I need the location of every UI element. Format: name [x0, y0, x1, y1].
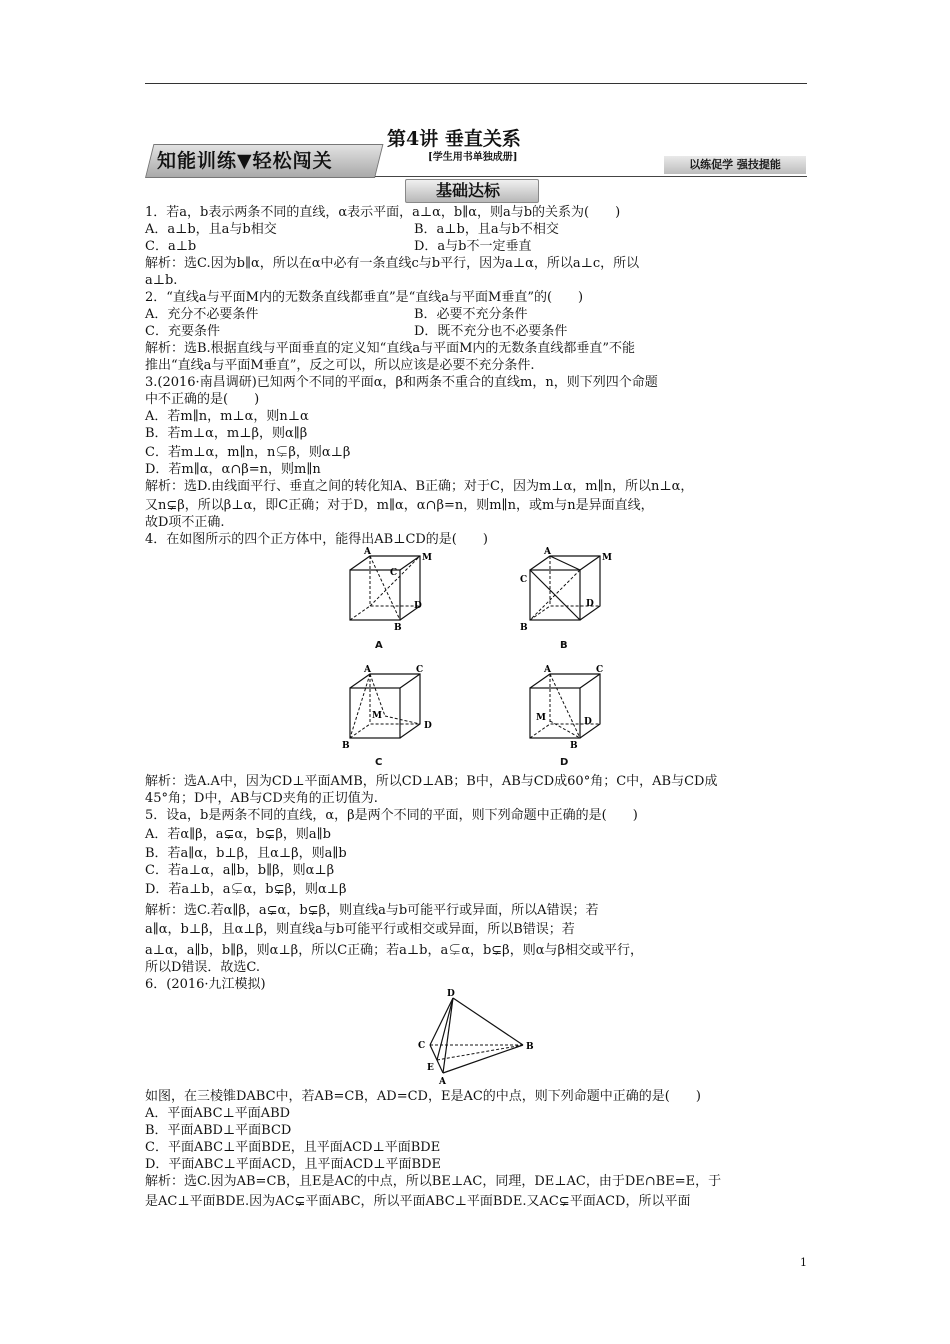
- svg-text:A: A: [544, 547, 551, 557]
- svg-text:C: C: [416, 665, 424, 675]
- q2-option-a: A．充分不必要条件: [145, 307, 259, 322]
- q2-option-b: B．必要不充分条件: [414, 307, 528, 322]
- svg-text:A: A: [544, 665, 551, 675]
- q6-option-a: A．平面ABC⊥平面ABD: [145, 1106, 291, 1121]
- q3-option-b: B．若m⊥α，m⊥β，则α∥β: [145, 426, 308, 441]
- svg-text:D: D: [586, 599, 594, 609]
- q3-option-c: C．若m⊥α，m∥n，n⊊β，则α⊥β: [145, 445, 351, 460]
- svg-text:A: A: [364, 547, 371, 557]
- svg-text:C: C: [390, 568, 398, 578]
- cube-figure-d: [520, 665, 610, 751]
- svg-text:M: M: [536, 713, 546, 723]
- section-title: 基础达标: [436, 181, 501, 200]
- q3-solution-2: 又n⊊β，所以β⊥α，即C正确；对于D，m∥α，α∩β=n，则m∥n，或m与n是异面直线，: [145, 498, 654, 513]
- q1-option-d: D．a与b不一定垂直: [414, 239, 532, 254]
- svg-text:D: D: [424, 721, 432, 731]
- q1-solution-2: a⊥b.: [145, 273, 178, 288]
- q2-option-d: D．既不充分也不必要条件: [414, 324, 568, 339]
- q3-stem-1: 3.(2016·南昌调研)已知两个不同的平面α，β和两条不重合的直线m，n，则下列四个命题: [145, 375, 658, 390]
- svg-text:M: M: [602, 553, 612, 563]
- q5-option-b: B．若a∥α，b⊥β，且α⊥β，则a∥b: [145, 846, 347, 861]
- svg-text:A: A: [439, 1077, 446, 1087]
- q6-option-c: C．平面ABC⊥平面BDE，且平面ACD⊥平面BDE: [145, 1140, 441, 1155]
- cube-figure-b: [520, 547, 612, 633]
- q1-solution-1: 解析：选C.因为b∥α，所以在α中必有一条直线c与b平行，因为a⊥α，所以a⊥c，所以: [145, 256, 640, 271]
- svg-text:D: D: [584, 717, 592, 727]
- svg-text:B: B: [342, 741, 350, 751]
- svg-text:B: B: [526, 1042, 534, 1052]
- svg-text:C: C: [418, 1041, 426, 1051]
- q6-solution-2: 是AC⊥平面BDE.因为AC⊊平面ABC，所以平面ABC⊥平面BDE.又AC⊊平面ACD，所以平面: [145, 1194, 691, 1209]
- page-number: 1: [800, 1256, 807, 1269]
- q5-option-d: D．若a⊥b，a⊊α，b⊊β，则α⊥β: [145, 882, 347, 897]
- q5-option-a: A．若α∥β，a⊊α，b⊊β，则a∥b: [145, 827, 331, 842]
- svg-text:D: D: [414, 601, 422, 611]
- q2-solution-1: 解析：选B.根据直线与平面垂直的定义知“直线a与平面M内的无数条直线都垂直”不能: [145, 341, 636, 356]
- right-tag: 以练促学 强技提能: [664, 156, 806, 174]
- q5-solution-3: a⊥α，a∥b，b∥β，则α⊥β，所以C正确；若a⊥b，a⊊α，b⊊β，则α与β相交或平行，: [145, 943, 643, 958]
- q5-solution-2: a∥α，b⊥β，且α⊥β，则直线a与b可能平行或相交或异面，所以B错误；若: [145, 922, 575, 937]
- q6-body: 如图，在三棱锥DABC中，若AB=CB，AD=CD，E是AC的中点，则下列命题中正确的是( ): [145, 1089, 701, 1104]
- cube-label-a: A: [375, 640, 383, 651]
- svg-text:B: B: [520, 623, 528, 633]
- pyramid-figure: [415, 990, 545, 1085]
- q4-solution-2: 45°角；D中，AB与CD夹角的正切值为.: [145, 791, 378, 806]
- cube-figure-c: [340, 665, 432, 751]
- svg-text:A: A: [364, 665, 371, 675]
- svg-text:B: B: [394, 623, 402, 633]
- q5-solution-1: 解析：选C.若α∥β，a⊊α，b⊊β，则直线a与b可能平行或异面，所以A错误；若: [145, 903, 599, 918]
- q6-solution-1: 解析：选C.因为AB=CB，且E是AC的中点，所以BE⊥AC，同理，DE⊥AC，由于DE∩BE=E，于: [145, 1174, 722, 1189]
- q1-option-b: B．a⊥b，且a与b不相交: [414, 222, 559, 237]
- cube-label-d: D: [560, 757, 569, 768]
- q3-solution-1: 解析：选D.由线面平行、垂直之间的转化知A、B正确；对于C，因为m⊥α，m∥n，所以n⊥α，: [145, 479, 694, 494]
- section-heading: [405, 179, 539, 203]
- q5-solution-4: 所以D错误．故选C.: [145, 960, 261, 975]
- q3-solution-3: 故D项不正确.: [145, 515, 225, 530]
- q6-option-b: B．平面ABD⊥平面BCD: [145, 1123, 292, 1138]
- lesson-title: 第4讲 垂直关系: [387, 128, 521, 150]
- q1-option-c: C．a⊥b: [145, 239, 197, 254]
- q2-solution-2: 推出“直线a与平面M垂直”，反之可以，所以应该是必要不充分条件.: [145, 358, 535, 373]
- q4-stem: 4．在如图所示的四个正方体中，能得出AB⊥CD的是( ): [145, 532, 488, 547]
- q5-option-c: C．若a⊥α，a∥b，b∥β，则α⊥β: [145, 863, 335, 878]
- q1-option-a: A．a⊥b，且a与b相交: [145, 222, 277, 237]
- q4-solution-1: 解析：选A.A中，因为CD⊥平面AMB，所以CD⊥AB；B中，AB与CD成60°角；C中，AB与CD成: [145, 774, 718, 789]
- q6-stem: 6．(2016·九江模拟): [145, 977, 266, 992]
- q2-stem: 2．“直线a与平面M内的无数条直线都垂直”是“直线a与平面M垂直”的( ): [145, 290, 584, 305]
- q3-option-a: A．若m∥n，m⊥α，则n⊥α: [145, 409, 309, 424]
- q2-option-c: C．充要条件: [145, 324, 220, 339]
- cube-label-b: B: [560, 640, 568, 651]
- svg-text:D: D: [447, 989, 455, 999]
- svg-text:C: C: [520, 575, 528, 585]
- svg-text:M: M: [372, 711, 382, 721]
- cube-label-c: C: [375, 757, 383, 768]
- svg-text:B: B: [570, 741, 578, 751]
- q3-option-d: D．若m∥α，α∩β=n，则m∥n: [145, 462, 321, 477]
- top-rule: [145, 83, 807, 84]
- svg-text:E: E: [427, 1063, 434, 1073]
- banner-title: 知能训练▼轻松闯关: [157, 150, 333, 172]
- lesson-subtitle: [学生用书单独成册]: [428, 152, 518, 163]
- svg-text:C: C: [596, 665, 604, 675]
- q6-option-d: D．平面ABC⊥平面ACD，且平面ACD⊥平面BDE: [145, 1157, 441, 1172]
- svg-text:M: M: [422, 553, 432, 563]
- q5-stem: 5．设a，b是两条不同的直线，α，β是两个不同的平面，则下列命题中正确的是( ): [145, 808, 638, 823]
- q1-stem: 1．若a，b表示两条不同的直线，α表示平面，a⊥α，b∥α，则a与b的关系为( ): [145, 205, 621, 220]
- cube-figure-a: [340, 547, 432, 633]
- q3-stem-2: 中不正确的是( ): [145, 392, 260, 407]
- header-rule: [375, 176, 807, 177]
